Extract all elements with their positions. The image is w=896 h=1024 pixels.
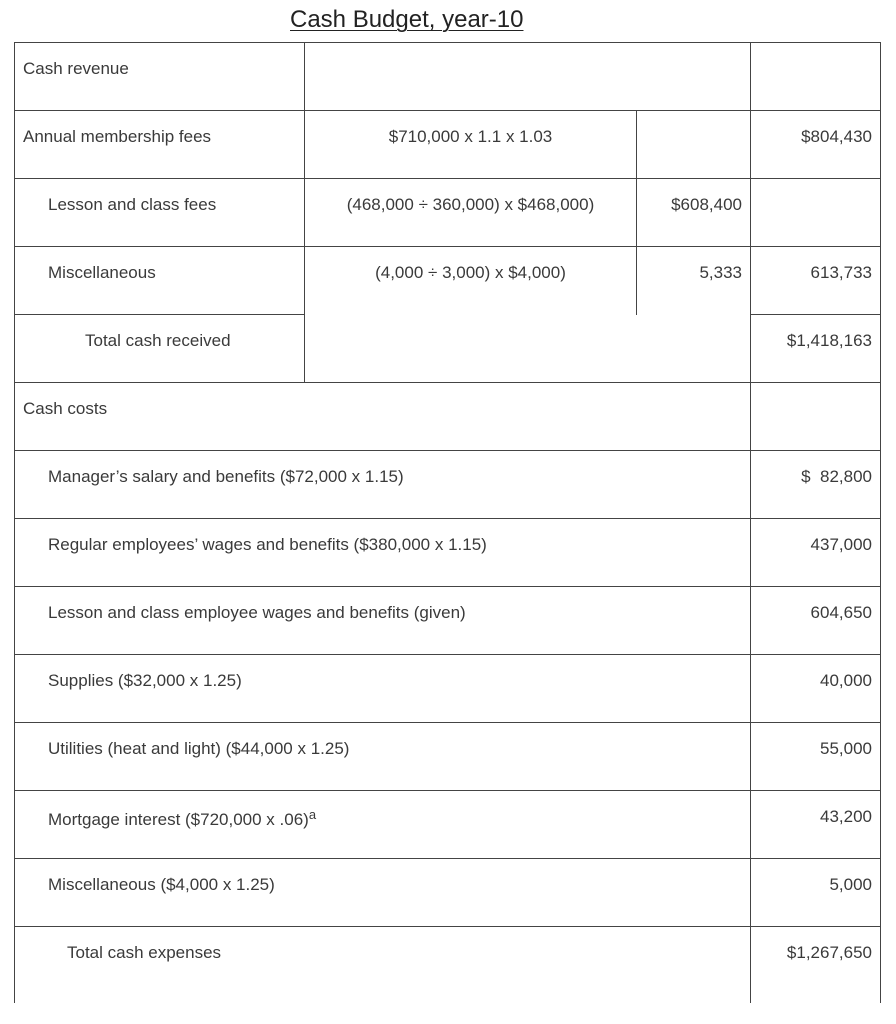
table-row bbox=[15, 179, 881, 247]
table-row bbox=[15, 859, 881, 927]
row-calc: (468,000 ÷ 360,000) x $468,000) bbox=[305, 179, 637, 247]
table-row bbox=[15, 791, 881, 859]
row-label: Lesson and class fees bbox=[15, 179, 305, 247]
total-expenses-value: $1,267,650 bbox=[751, 927, 881, 1003]
cost-value: 40,000 bbox=[751, 655, 881, 723]
cost-label: Manager’s salary and benefits ($72,000 x 1.15) bbox=[15, 451, 751, 519]
row-total bbox=[751, 179, 881, 247]
table-row bbox=[15, 451, 881, 519]
cost-label: Lesson and class employee wages and benefits (given) bbox=[15, 587, 751, 655]
footnote-marker: a bbox=[308, 807, 317, 822]
cost-label-cell bbox=[15, 791, 751, 859]
table-row bbox=[15, 43, 881, 111]
section-header-costs: Cash costs bbox=[15, 383, 751, 451]
cash-budget-table bbox=[14, 42, 881, 1003]
table-row bbox=[15, 315, 881, 383]
row-subtotal: 5,333 bbox=[637, 247, 751, 315]
cost-label: Miscellaneous ($4,000 x 1.25) bbox=[15, 859, 751, 927]
cost-value: $ 82,800 bbox=[751, 451, 881, 519]
cost-value: 604,650 bbox=[751, 587, 881, 655]
row-subtotal: $608,400 bbox=[637, 179, 751, 247]
empty-cell bbox=[751, 383, 881, 451]
total-received-value: $1,418,163 bbox=[751, 315, 881, 383]
cost-label: Mortgage interest ($720,000 x .06) bbox=[48, 810, 309, 829]
table-row bbox=[15, 927, 881, 1003]
empty-cell bbox=[751, 43, 881, 111]
table-row bbox=[15, 519, 881, 587]
table-row bbox=[15, 247, 881, 315]
table-row bbox=[15, 111, 881, 179]
table-row bbox=[15, 587, 881, 655]
total-received-label: Total cash received bbox=[15, 315, 305, 383]
section-header-revenue: Cash revenue bbox=[15, 43, 305, 111]
page-title: Cash Budget, year-10 bbox=[290, 6, 524, 33]
cost-label: Regular employees’ wages and benefits ($380,000 x 1.15) bbox=[15, 519, 751, 587]
row-subtotal bbox=[637, 111, 751, 179]
table-row bbox=[15, 383, 881, 451]
row-calc: (4,000 ÷ 3,000) x $4,000) bbox=[305, 247, 637, 315]
cost-value: 55,000 bbox=[751, 723, 881, 791]
row-label: Annual membership fees bbox=[15, 111, 305, 179]
empty-cell bbox=[305, 43, 751, 111]
row-label: Miscellaneous bbox=[15, 247, 305, 315]
cost-value: 437,000 bbox=[751, 519, 881, 587]
cost-value: 43,200 bbox=[751, 791, 881, 859]
cost-label: Utilities (heat and light) ($44,000 x 1.25) bbox=[15, 723, 751, 791]
cost-value: 5,000 bbox=[751, 859, 881, 927]
cost-label: Supplies ($32,000 x 1.25) bbox=[15, 655, 751, 723]
row-calc: $710,000 x 1.1 x 1.03 bbox=[305, 111, 637, 179]
table-row bbox=[15, 655, 881, 723]
table-row bbox=[15, 723, 881, 791]
empty-cell bbox=[305, 315, 751, 383]
row-total: $804,430 bbox=[751, 111, 881, 179]
total-expenses-label: Total cash expenses bbox=[15, 927, 751, 1003]
row-total: 613,733 bbox=[751, 247, 881, 315]
